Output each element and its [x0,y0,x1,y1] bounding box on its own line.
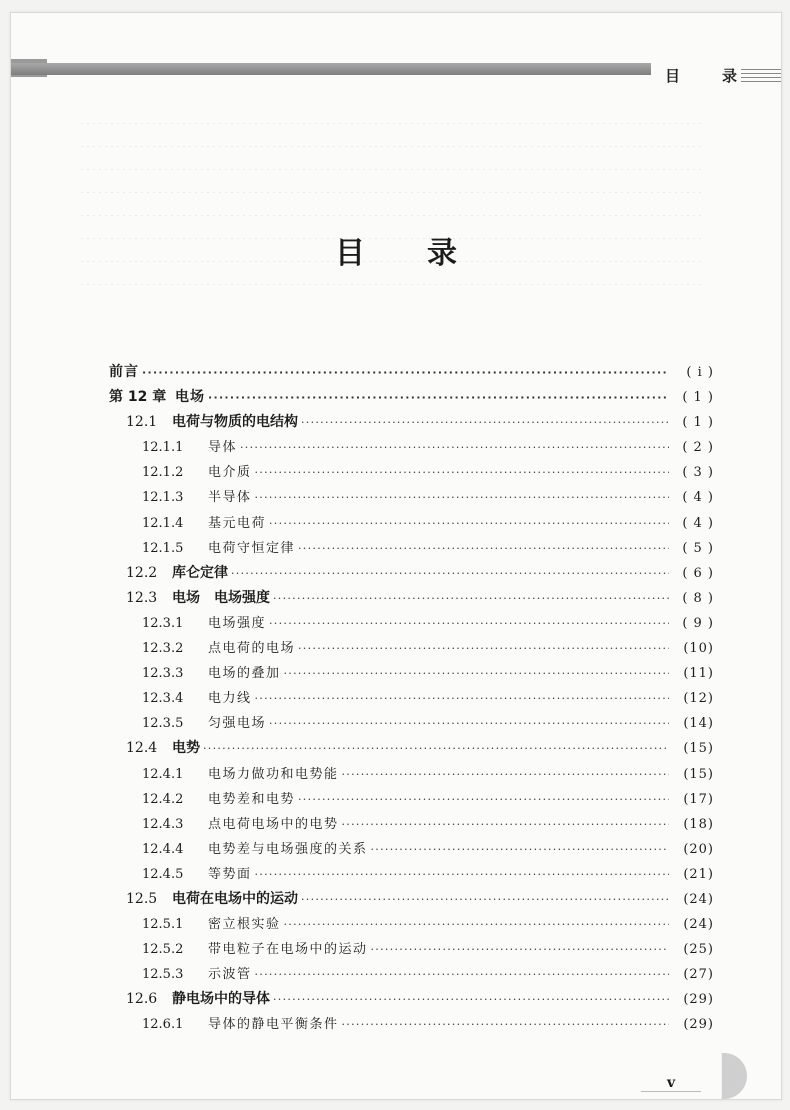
toc-dot-leader [231,561,669,586]
toc-dot-leader [142,360,669,385]
toc-dot-leader [255,962,669,987]
toc-dot-leader [255,686,669,711]
toc-dot-leader [240,435,669,460]
toc-entry-title: 电势差与电场强度的关系 [208,841,368,857]
toc-entry-number: 第 12 章 [109,389,167,406]
toc-dot-leader [342,812,669,837]
toc-entry[interactable] [109,686,714,711]
toc-page-number: ( 9 ) [682,615,714,631]
running-header-title [665,65,737,86]
toc-dot-leader [284,912,669,937]
toc-page-number: ( 6 ) [682,565,714,581]
toc-dot-leader [298,787,669,812]
bleed-through-area [81,123,701,323]
toc-entry[interactable] [109,435,714,460]
toc-entry-number: 12.5.1 [142,917,184,933]
toc-entry[interactable] [109,787,714,812]
toc-entry-title: 匀强电场 [208,716,267,732]
toc-page-number: ( 4 ) [682,490,714,506]
toc-entry[interactable] [109,862,714,887]
toc-page-number: (12) [683,691,714,707]
toc-entry-title: 半导体 [208,490,252,506]
header-band [11,63,651,75]
toc-entry-title: 电荷守恒定律 [208,540,296,556]
toc-dot-leader [255,485,669,510]
toc-entry-number: 12.6.1 [142,1017,184,1033]
toc-entry[interactable] [109,937,714,962]
toc-page-number: (15) [683,766,714,782]
toc-dot-leader [342,1012,669,1037]
toc-entry-number: 12.3.3 [142,666,184,682]
toc-dot-leader [371,837,669,862]
toc-entry[interactable] [109,987,714,1012]
toc-entry-title: 电势差和电势 [208,791,296,807]
toc-entry-number: 12.1.1 [142,440,184,456]
toc-entry[interactable] [109,1012,714,1037]
toc-entry[interactable] [109,912,714,937]
toc-dot-leader [255,460,669,485]
toc-page-number: ( 5 ) [682,540,714,556]
toc-entry-number: 12.5 [126,890,158,907]
toc-entry-title: 库仑定律 [172,564,228,581]
toc-page-number: ( 1 ) [682,415,714,431]
toc-page-number: (24) [683,891,714,907]
toc-entry-number: 12.1 [126,414,158,431]
toc-entry-number: 12.4 [126,740,158,757]
toc-entry-title: 等势面 [208,866,252,882]
toc-entry-number: 12.5.2 [142,942,184,958]
toc-entry-number: 12.3 [126,589,158,606]
toc-page-number: ( 8 ) [682,590,714,606]
header-decorative-lines [741,69,782,85]
toc-dot-leader [301,887,669,912]
toc-entry-title: 示波管 [208,967,252,983]
toc-dot-leader [301,410,669,435]
toc-entry-number: 12.1.3 [142,490,184,506]
toc-entry-title: 电力线 [208,691,252,707]
toc-entry-number: 12.1.4 [142,515,184,531]
page-number: v [667,1075,676,1091]
toc-dot-leader [269,611,669,636]
toc-entry-number: 12.3.1 [142,615,184,631]
toc-entry-title: 带电粒子在电场中的运动 [208,942,368,958]
toc-entry[interactable] [109,460,714,485]
toc-page-number: (29) [683,1017,714,1033]
toc-page-number: (15) [683,741,714,757]
toc-entry-title: 密立根实验 [208,917,281,933]
toc-entry-number: 12.4.4 [142,841,184,857]
toc-dot-leader [342,762,669,787]
toc-dot-leader [284,661,669,686]
toc-dot-leader [298,536,669,561]
toc-entry-title: 前言 [109,364,139,380]
toc-page-number: ( 1 ) [682,390,714,406]
toc-entry-title: 电场 [175,389,205,406]
toc-entry[interactable] [109,736,714,761]
toc-dot-leader [273,586,669,611]
page-title-char-2: 录 [427,236,459,271]
toc-entry[interactable] [109,485,714,510]
toc-entry-title: 点电荷的电场 [208,641,296,657]
toc-entry-title: 电场强度 [208,615,267,631]
toc-entry[interactable] [109,711,714,736]
toc-entry[interactable] [109,536,714,561]
toc-entry-number: 12.4.3 [142,816,184,832]
toc-entry-title: 导体的静电平衡条件 [208,1017,339,1033]
toc-page-number: (10) [683,641,714,657]
toc-entry-number: 12.3.5 [142,716,184,732]
toc-entry-number: 12.3.4 [142,691,184,707]
footer-decoration [701,1053,747,1099]
toc-entry-title: 静电场中的导体 [172,991,270,1008]
toc-page-number: (24) [683,917,714,933]
toc-page-number: (29) [683,992,714,1008]
toc-entry-title: 电荷与物质的电结构 [172,414,298,431]
toc-entry-title: 点电荷电场中的电势 [208,816,339,832]
toc-page-number: (17) [683,791,714,807]
toc-entry-number: 12.4.2 [142,791,184,807]
toc-page-number: (20) [683,841,714,857]
toc-entry[interactable] [109,360,714,385]
toc-entry[interactable] [109,887,714,912]
toc-dot-leader [203,736,669,761]
toc-entry-title: 电介质 [208,465,252,481]
toc-dot-leader [273,987,669,1012]
toc-entry-number: 12.5.3 [142,967,184,983]
toc-entry[interactable] [109,962,714,987]
footer-rule [641,1091,701,1092]
document-page [10,12,782,1100]
toc-page-number: (21) [683,866,714,882]
toc-dot-leader [269,511,669,536]
toc-entry-title: 电场力做功和电势能 [208,766,339,782]
toc-entry[interactable] [109,837,714,862]
toc-page-number: (25) [683,942,714,958]
toc-entry[interactable] [109,511,714,536]
toc-entry-number: 12.3.2 [142,641,184,657]
toc-entry[interactable] [109,410,714,435]
toc-entry-title: 导体 [208,440,238,456]
toc-dot-leader [208,385,669,410]
toc-entry-number: 12.6 [126,991,158,1008]
running-header-char-2: 录 [721,67,737,85]
toc-page-number: ( 4 ) [682,515,714,531]
toc-page-number: (11) [683,666,714,682]
toc-entry-title: 电场 电场强度 [172,589,270,606]
toc-entry[interactable] [109,385,714,410]
toc-entry[interactable] [109,561,714,586]
toc-entry-number: 12.1.2 [142,465,184,481]
toc-entry-number: 12.4.5 [142,866,184,882]
toc-entry-number: 12.2 [126,564,158,581]
toc-entry[interactable] [109,586,714,611]
page-title-char-1: 目 [335,236,367,271]
table-of-contents [109,360,714,1038]
toc-dot-leader [298,636,669,661]
toc-page-number: ( 3 ) [682,465,714,481]
toc-page-number: ( 2 ) [682,440,714,456]
toc-page-number: (27) [683,967,714,983]
toc-entry-title: 基元电荷 [208,515,267,531]
toc-entry[interactable] [109,812,714,837]
toc-entry-number: 12.4.1 [142,766,184,782]
toc-entry-number: 12.1.5 [142,540,184,556]
toc-dot-leader [371,937,669,962]
page-title [11,228,782,272]
toc-entry-title: 电场的叠加 [208,666,281,682]
toc-entry[interactable] [109,762,714,787]
toc-dot-leader [269,711,669,736]
toc-page-number: ( i ) [686,365,714,380]
toc-page-number: (14) [683,716,714,732]
toc-page-number: (18) [683,816,714,832]
toc-entry[interactable] [109,636,714,661]
toc-entry-title: 电势 [172,740,200,757]
running-header-char-1: 目 [665,67,681,85]
toc-entry-title: 电荷在电场中的运动 [172,890,298,907]
toc-entry[interactable] [109,611,714,636]
toc-entry[interactable] [109,661,714,686]
toc-dot-leader [255,862,669,887]
